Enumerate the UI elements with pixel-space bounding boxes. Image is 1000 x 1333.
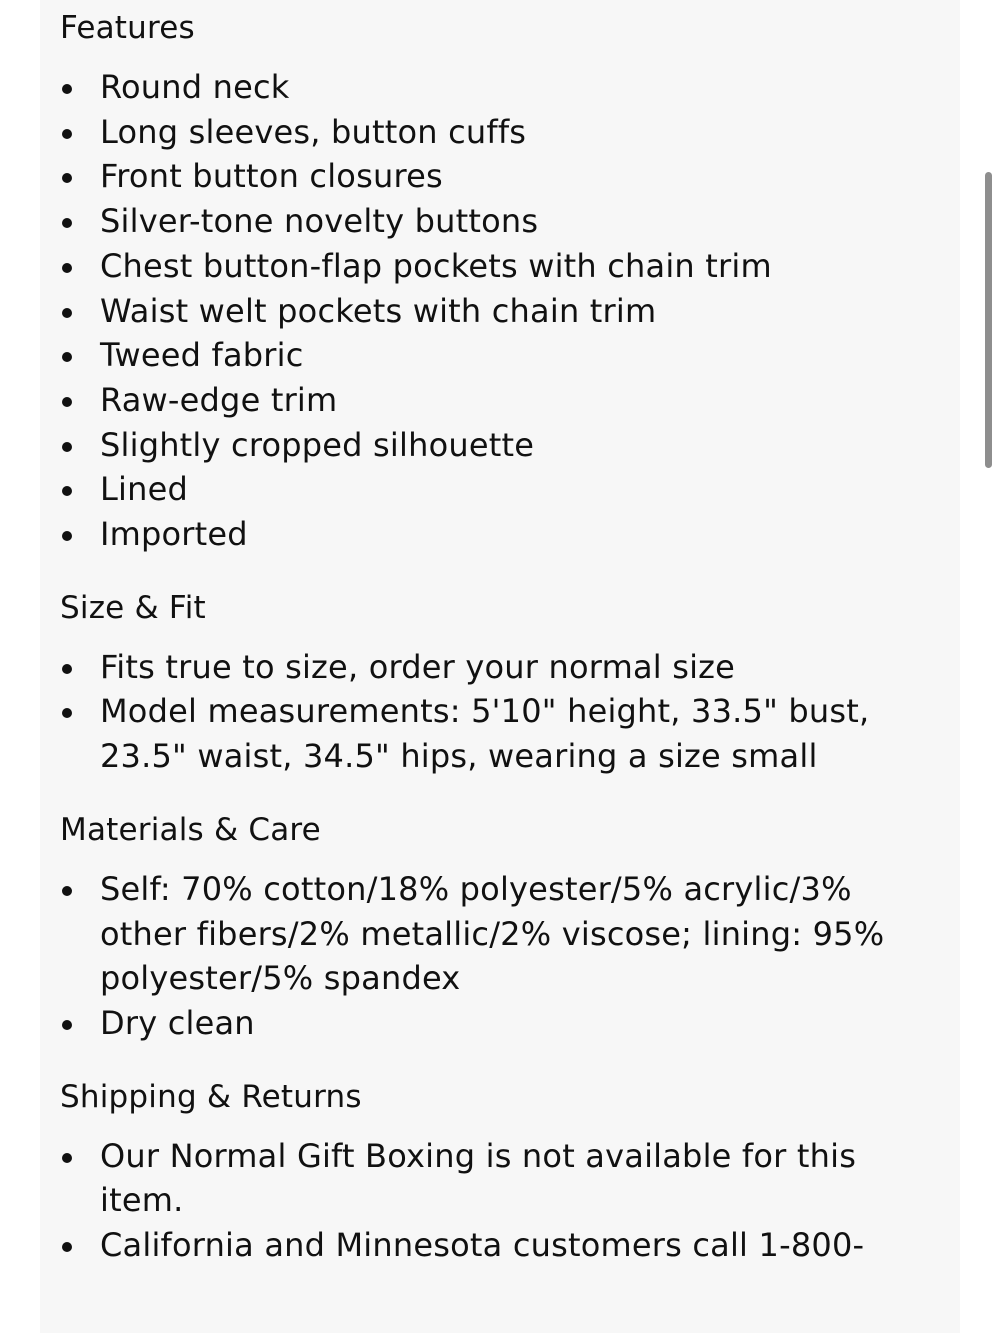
- list-item: [60, 689, 940, 778]
- list-item-text: Tweed fabric: [100, 336, 304, 375]
- list-item: [60, 1001, 940, 1046]
- bullet-icon: [62, 886, 72, 896]
- list-item: [60, 333, 940, 378]
- list-item-text: Lined: [100, 470, 188, 509]
- section-title-size-fit: Size & Fit: [60, 589, 206, 626]
- list-item-text: Long sleeves, button cuffs: [100, 112, 527, 151]
- list-item: [60, 512, 940, 557]
- list-item: [60, 645, 940, 690]
- shipping-returns-section: [60, 1073, 940, 1268]
- list-item-text: Model measurements: 5'10" height, 33.5" bust, 23.5" waist, 34.5" hips, wearing a size small: [100, 692, 870, 776]
- bullet-icon: [62, 218, 72, 228]
- list-item: [60, 467, 940, 512]
- section-title-shipping-returns: Shipping & Returns: [60, 1078, 362, 1115]
- list-item-text: California and Minnesota customers call 1-800-: [100, 1226, 865, 1265]
- section-title-materials-care: Materials & Care: [60, 811, 321, 848]
- product-details-panel: [40, 0, 960, 1333]
- bullet-icon: [62, 531, 72, 541]
- list-item-text: Our Normal Gift Boxing is not available for this item.: [100, 1136, 857, 1220]
- vertical-scrollbar[interactable]: [985, 172, 992, 468]
- list-item: [60, 423, 940, 468]
- features-section: [60, 4, 940, 557]
- product-details-content: [60, 4, 940, 1295]
- bullet-icon: [62, 263, 72, 273]
- list-item: [60, 1223, 940, 1268]
- materials-care-list: [60, 867, 940, 1046]
- bullet-icon: [62, 84, 72, 94]
- list-item-text: Chest button-flap pockets with chain trim: [100, 246, 772, 285]
- bullet-icon: [62, 1020, 72, 1030]
- bullet-icon: [62, 308, 72, 318]
- bullet-icon: [62, 173, 72, 183]
- list-item-text: Raw-edge trim: [100, 380, 338, 419]
- bullet-icon: [62, 1242, 72, 1252]
- bullet-icon: [62, 708, 72, 718]
- list-item-text: Round neck: [100, 68, 290, 106]
- bullet-icon: [62, 352, 72, 362]
- list-item: [60, 1134, 940, 1223]
- list-item: [60, 154, 940, 199]
- list-item-text: Dry clean: [100, 1003, 255, 1042]
- list-item: [60, 65, 940, 110]
- section-title-features: Features: [60, 10, 195, 46]
- list-item: [60, 867, 940, 1001]
- list-item: [60, 244, 940, 289]
- list-item: [60, 378, 940, 423]
- shipping-returns-list: [60, 1134, 940, 1268]
- size-fit-list: [60, 645, 940, 779]
- materials-care-section: [60, 806, 940, 1046]
- bullet-icon: [62, 129, 72, 139]
- list-item-text: Imported: [100, 515, 248, 554]
- list-item-text: Self: 70% cotton/18% polyester/5% acrylic/3% other fibers/2% metallic/2% viscose; lining: 95% polyester/5% spandex: [100, 869, 885, 998]
- bullet-icon: [62, 664, 72, 674]
- features-list: [60, 65, 940, 557]
- list-item-text: Silver-tone novelty buttons: [100, 202, 539, 241]
- list-item: [60, 199, 940, 244]
- bullet-icon: [62, 442, 72, 452]
- list-item: [60, 110, 940, 155]
- bullet-icon: [62, 486, 72, 496]
- list-item: [60, 289, 940, 334]
- list-item-text: Waist welt pockets with chain trim: [100, 291, 657, 330]
- bullet-icon: [62, 1153, 72, 1163]
- list-item-text: Front button closures: [100, 157, 443, 196]
- list-item-text: Fits true to size, order your normal size: [100, 647, 736, 686]
- list-item-text: Slightly cropped silhouette: [100, 425, 535, 464]
- size-fit-section: [60, 584, 940, 779]
- bullet-icon: [62, 397, 72, 407]
